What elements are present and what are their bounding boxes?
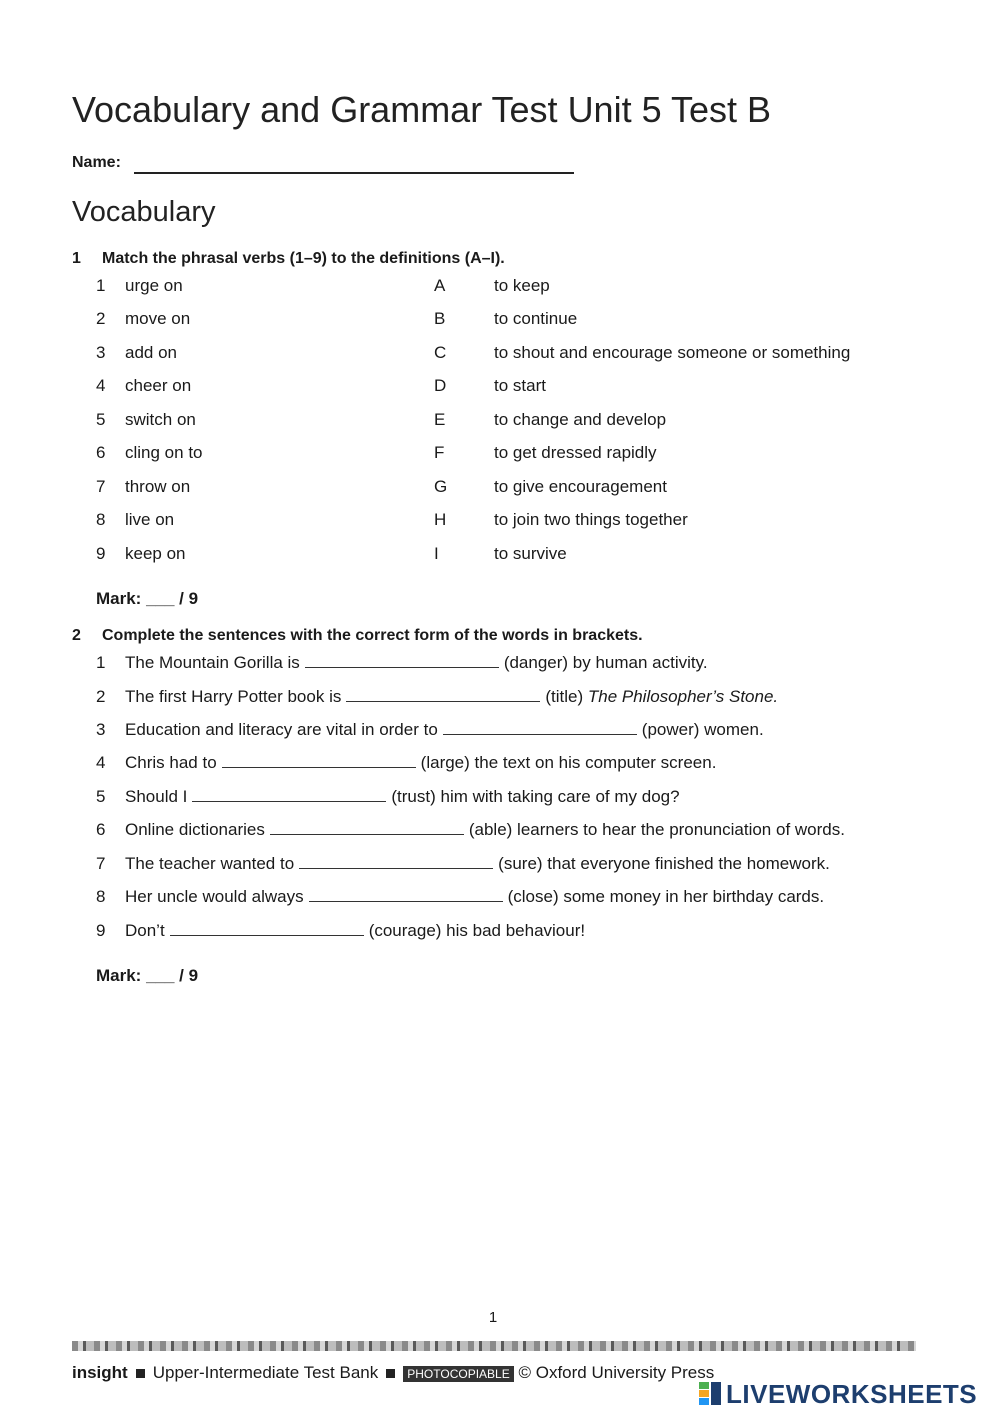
definition-letter: E xyxy=(434,410,446,429)
sentence-after: (trust) him with taking care of my dog? xyxy=(391,787,680,806)
sentence-before: Her uncle would always xyxy=(125,887,304,906)
verb-number: 9 xyxy=(96,544,106,563)
square-bullet-icon xyxy=(386,1369,395,1378)
answer-blank[interactable] xyxy=(299,854,493,869)
verb-text: add on xyxy=(125,343,177,362)
sentence-number: 7 xyxy=(96,854,106,873)
verb-text: cling on to xyxy=(125,443,203,462)
footer-brand: insight xyxy=(72,1363,128,1382)
definition-item[interactable] xyxy=(434,342,850,364)
verb-text: move on xyxy=(125,309,191,328)
sentence-after: (able) learners to hear the pronunciation of words. xyxy=(468,820,845,839)
definition-letter: I xyxy=(434,544,439,563)
sentence-item xyxy=(96,752,716,774)
sentence-before: Education and literacy are vital in order to xyxy=(125,720,438,739)
sentence-after: (courage) his bad behaviour! xyxy=(368,921,586,940)
answer-blank[interactable] xyxy=(443,720,637,735)
answer-blank[interactable] xyxy=(346,687,540,702)
definition-text: to shout and encourage someone or something xyxy=(494,343,851,362)
name-label: Name: xyxy=(72,154,121,171)
definition-item[interactable] xyxy=(434,308,577,330)
photocopiable-badge: PHOTOCOPIABLE xyxy=(403,1366,513,1382)
sentence-number: 4 xyxy=(96,753,106,772)
sentence-after: (danger) by human activity. xyxy=(503,653,708,672)
sentence-number: 3 xyxy=(96,720,106,739)
footer-publisher: © Oxford University Press xyxy=(518,1363,715,1382)
liveworksheets-icon xyxy=(698,1381,722,1407)
sentence-before: Online dictionaries xyxy=(125,820,265,839)
verb-item xyxy=(96,409,196,431)
footer-decorative-strip xyxy=(72,1341,916,1351)
sentence-item xyxy=(96,920,585,942)
definition-item[interactable] xyxy=(434,375,546,397)
definition-text: to start xyxy=(494,376,546,395)
q2-number: 2 xyxy=(72,627,81,644)
q2-mark: Mark: ___ / 9 xyxy=(96,966,199,985)
definition-item[interactable] xyxy=(434,509,688,531)
sentence-after: (large) the text on his computer screen. xyxy=(420,753,717,772)
definition-item[interactable] xyxy=(434,275,550,297)
sentence-item xyxy=(96,886,824,908)
sentence-number: 2 xyxy=(96,687,106,706)
definition-item[interactable] xyxy=(434,543,567,565)
footer xyxy=(72,1362,714,1385)
sentence-after: (power) women. xyxy=(641,720,764,739)
verb-item xyxy=(96,442,203,464)
sentence-number: 1 xyxy=(96,653,106,672)
answer-blank[interactable] xyxy=(222,753,416,768)
name-field[interactable] xyxy=(134,172,574,174)
verb-number: 5 xyxy=(96,410,106,429)
section-heading: Vocabulary xyxy=(72,196,216,228)
sentence-before: Should I xyxy=(125,787,188,806)
verb-text: keep on xyxy=(125,544,186,563)
definition-letter: F xyxy=(434,443,445,462)
sentence-item xyxy=(96,786,680,808)
page-title: Vocabulary and Grammar Test Unit 5 Test B xyxy=(72,89,771,130)
sentence-number: 5 xyxy=(96,787,106,806)
sentence-after: (sure) that everyone finished the homework. xyxy=(498,854,830,873)
verb-item xyxy=(96,476,190,498)
q1-instruction xyxy=(72,248,505,270)
q2-instruction xyxy=(72,625,643,647)
liveworksheets-logo xyxy=(698,1377,977,1411)
square-bullet-icon xyxy=(136,1369,145,1378)
verb-number: 7 xyxy=(96,477,106,496)
q1-mark: Mark: ___ / 9 xyxy=(96,589,199,608)
verb-number: 3 xyxy=(96,343,106,362)
definition-letter: B xyxy=(434,309,446,328)
verb-item xyxy=(96,543,186,565)
sentence-after: (close) some money in her birthday cards. xyxy=(507,887,825,906)
definition-item[interactable] xyxy=(434,476,667,498)
definition-text: to continue xyxy=(494,309,578,328)
definition-item[interactable] xyxy=(434,409,666,431)
footer-book: Upper-Intermediate Test Bank xyxy=(152,1363,379,1382)
verb-item xyxy=(96,509,174,531)
definition-letter: C xyxy=(434,343,447,362)
verb-text: live on xyxy=(125,510,175,529)
verb-text: throw on xyxy=(125,477,191,496)
q1-number: 1 xyxy=(72,250,81,267)
definition-text: to change and develop xyxy=(494,410,667,429)
verb-item xyxy=(96,308,190,330)
sentence-after: (title) xyxy=(545,687,584,706)
sentence-number: 8 xyxy=(96,887,106,906)
answer-blank[interactable] xyxy=(192,787,386,802)
definition-letter: G xyxy=(434,477,448,496)
sentence-item xyxy=(96,719,764,741)
verb-number: 6 xyxy=(96,443,106,462)
verb-item xyxy=(96,342,177,364)
page-number: 1 xyxy=(488,1309,498,1326)
liveworksheets-text: LIVEWORKSHEETS xyxy=(726,1379,978,1409)
answer-blank[interactable] xyxy=(270,820,464,835)
definition-text: to join two things together xyxy=(494,510,688,529)
sentence-before: Don’t xyxy=(125,921,165,940)
verb-item xyxy=(96,375,191,397)
verb-item xyxy=(96,275,183,297)
definition-text: to give encouragement xyxy=(494,477,667,496)
answer-blank[interactable] xyxy=(170,921,364,936)
q2-instruction-text: Complete the sentences with the correct form of the words in brackets. xyxy=(102,627,643,644)
sentence-before: The Mountain Gorilla is xyxy=(125,653,300,672)
sentence-before: The teacher wanted to xyxy=(125,854,295,873)
sentence-number: 6 xyxy=(96,820,106,839)
definition-letter: D xyxy=(434,376,447,395)
definition-item[interactable] xyxy=(434,442,657,464)
verb-number: 4 xyxy=(96,376,106,395)
definition-text: to keep xyxy=(494,276,550,295)
answer-blank[interactable] xyxy=(309,887,503,902)
sentence-item xyxy=(96,819,845,841)
verb-text: cheer on xyxy=(125,376,192,395)
definition-letter: A xyxy=(434,276,446,295)
sentence-number: 9 xyxy=(96,921,106,940)
verb-number: 8 xyxy=(96,510,106,529)
sentence-item xyxy=(96,652,708,674)
book-title: The Philosopher’s Stone. xyxy=(587,687,779,706)
q1-instruction-text: Match the phrasal verbs (1–9) to the definitions (A–I). xyxy=(102,250,505,267)
definition-text: to get dressed rapidly xyxy=(494,443,657,462)
sentence-item xyxy=(96,686,778,708)
verb-text: switch on xyxy=(125,410,196,429)
verb-text: urge on xyxy=(125,276,183,295)
sentence-before: Chris had to xyxy=(125,753,217,772)
verb-number: 1 xyxy=(96,276,106,295)
sentence-before: The first Harry Potter book is xyxy=(125,687,342,706)
definition-text: to survive xyxy=(494,544,567,563)
definition-letter: H xyxy=(434,510,447,529)
verb-number: 2 xyxy=(96,309,106,328)
answer-blank[interactable] xyxy=(305,653,499,668)
sentence-item xyxy=(96,853,830,875)
